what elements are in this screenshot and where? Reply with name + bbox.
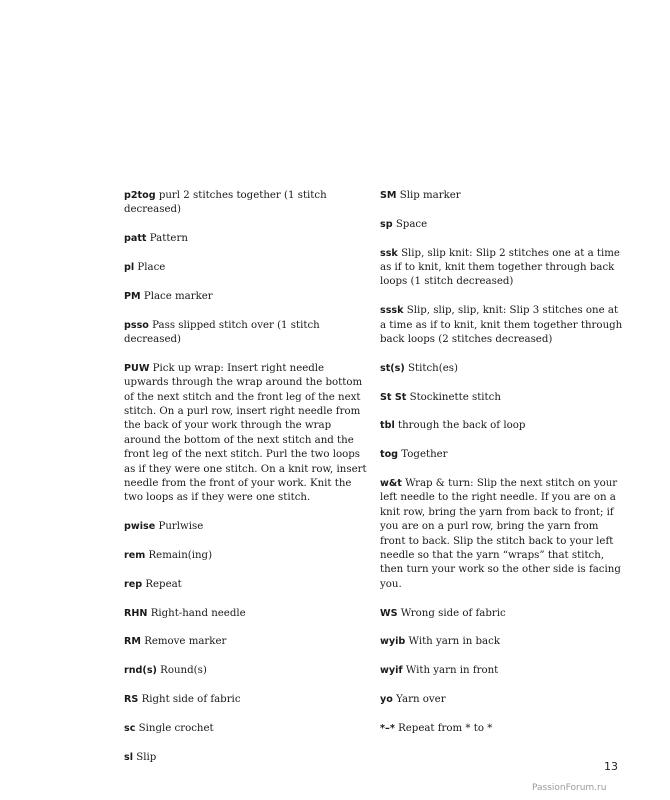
glossary-entry xyxy=(380,664,625,678)
glossary-entry xyxy=(124,189,369,218)
glossary-term: sssk xyxy=(380,305,404,317)
glossary-definition: Repeat xyxy=(145,578,182,590)
glossary-definition: Stockinette stitch xyxy=(409,391,501,403)
glossary-term: patt xyxy=(124,233,147,245)
glossary-term: St St xyxy=(380,391,407,403)
glossary-entry xyxy=(124,664,369,678)
glossary-term: *–* xyxy=(380,722,395,734)
glossary-entry xyxy=(124,722,369,736)
glossary-term: st(s) xyxy=(380,362,405,374)
glossary-term: SM xyxy=(380,190,397,201)
glossary-definition: With yarn in back xyxy=(408,636,501,648)
glossary-term: wyif xyxy=(380,665,403,677)
glossary-term: pwise xyxy=(124,521,156,533)
glossary-entry xyxy=(124,751,369,765)
glossary-term: PUW xyxy=(124,362,150,374)
glossary-entry xyxy=(380,247,625,290)
glossary-term: w&t xyxy=(380,478,402,489)
glossary-entry xyxy=(124,578,369,592)
glossary-entry xyxy=(124,693,369,707)
glossary-definition: Wrap & turn: Slip the next stitch on your left needle to the right needle. If you are on a knit row, bring the yarn from back to front; if you are on a purl row, bring the yarn from front to back. Slip the stitch back to your left needle so that the yarn “wraps” that stitch, then turn your work so the other side is facing you. xyxy=(380,478,621,590)
glossary-entry xyxy=(380,419,625,433)
glossary-definition: Pick up wrap: Insert right needle upwards through the wrap around the bottom of the next stitch and the front leg of the next stitch. On a purl row, insert right needle from the back of your work through the wrap around the bottom of the next stitch and the front leg of the next stitch. Purl the two loops as if they were one stitch. On a knit row, insert needle from the front of your work. Knit the two loops as if they were one stitch. xyxy=(124,362,367,504)
glossary-definition: Right side of fabric xyxy=(141,694,241,706)
glossary-term: tbl xyxy=(380,420,395,432)
glossary-entry xyxy=(380,448,625,462)
glossary-entry xyxy=(380,391,625,405)
glossary-definition: Pass slipped stitch over (1 stitch decreased) xyxy=(124,319,320,345)
glossary-term: psso xyxy=(124,319,149,331)
glossary-term: PM xyxy=(124,290,141,302)
glossary-term: sp xyxy=(380,218,393,230)
glossary-definition: Space xyxy=(395,218,428,230)
glossary-entry xyxy=(124,261,369,275)
glossary-term: ssk xyxy=(380,247,398,259)
glossary-term: rem xyxy=(124,550,146,562)
glossary-definition: Stitch(es) xyxy=(408,362,458,374)
glossary-entry xyxy=(380,477,625,592)
glossary-term: RM xyxy=(124,636,141,648)
glossary-definition: Slip, slip, slip, knit: Slip 3 stitches one at a time as if to knit, knit them together through back loops (2 stitches decreased) xyxy=(380,305,623,346)
glossary-term: rnd(s) xyxy=(124,665,157,677)
watermark: PassionForum.ru xyxy=(532,783,607,793)
glossary-definition: Slip, slip knit: Slip 2 stitches one at a time as if to knit, knit them together through back loops (1 stitch decreased) xyxy=(380,247,620,288)
glossary-term: rep xyxy=(124,578,143,590)
glossary-definition: Remain(ing) xyxy=(148,550,213,562)
glossary-entry xyxy=(124,549,369,563)
glossary-definition: Slip marker xyxy=(399,190,461,201)
glossary-left-column xyxy=(124,189,369,779)
glossary-entry xyxy=(124,635,369,649)
glossary-definition: purl 2 stitches together (1 stitch decreased) xyxy=(124,190,327,216)
glossary-definition: Remove marker xyxy=(144,636,227,648)
glossary-definition: Round(s) xyxy=(160,665,207,677)
glossary-entry xyxy=(124,290,369,304)
glossary-entry xyxy=(380,722,625,736)
glossary-entry xyxy=(380,635,625,649)
glossary-term: pl xyxy=(124,262,135,273)
glossary-entry xyxy=(380,189,625,203)
glossary-entry xyxy=(380,304,625,347)
glossary-entry xyxy=(380,607,625,621)
glossary-term: tog xyxy=(380,449,399,461)
glossary-right-column xyxy=(380,189,625,751)
glossary-definition: Repeat from * to * xyxy=(398,722,493,734)
glossary-term: WS xyxy=(380,607,398,619)
glossary-entry xyxy=(380,362,625,376)
page-number: 13 xyxy=(604,760,618,773)
glossary-term: RS xyxy=(124,694,139,706)
glossary-entry xyxy=(124,232,369,246)
glossary-definition: With yarn in front xyxy=(405,665,499,677)
glossary-entry xyxy=(380,218,625,232)
glossary-entry xyxy=(380,693,625,707)
glossary-term: wyib xyxy=(380,636,406,648)
glossary-definition: Single crochet xyxy=(138,722,214,734)
glossary-definition: Together xyxy=(401,449,448,461)
glossary-term: sc xyxy=(124,722,136,734)
glossary-term: yo xyxy=(380,694,393,706)
glossary-definition: Pattern xyxy=(149,233,188,245)
glossary-term: sl xyxy=(124,751,133,763)
glossary-definition: Wrong side of fabric xyxy=(400,607,506,619)
glossary-term: RHN xyxy=(124,607,148,619)
glossary-definition: Place xyxy=(137,262,166,273)
glossary-definition: Slip xyxy=(136,751,157,763)
glossary-definition: Place marker xyxy=(143,290,213,302)
glossary-definition: Right-hand needle xyxy=(150,607,246,619)
glossary-entry xyxy=(124,362,369,506)
glossary-entry xyxy=(124,607,369,621)
glossary-definition: Yarn over xyxy=(396,694,446,706)
glossary-term: p2tog xyxy=(124,190,156,201)
glossary-definition: Purlwise xyxy=(158,521,204,533)
glossary-definition: through the back of loop xyxy=(398,420,526,432)
glossary-entry xyxy=(124,520,369,534)
glossary-entry xyxy=(124,319,369,348)
